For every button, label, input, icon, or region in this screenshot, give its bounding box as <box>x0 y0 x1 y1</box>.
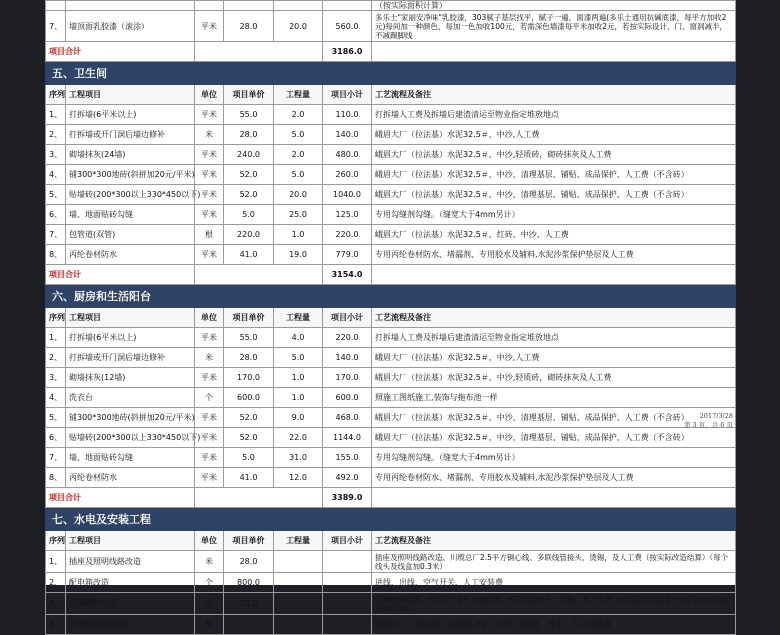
cell-header-unit: 单位 <box>195 85 224 105</box>
cell-price: 41.0 <box>224 468 274 488</box>
cell-header-subtotal: 项目小计 <box>323 85 372 105</box>
cell-qty: 20.0 <box>274 11 323 42</box>
cell-no: 3、 <box>46 145 66 165</box>
cell-unit: 平米 <box>195 368 224 388</box>
cell-price: 55.0 <box>224 105 274 125</box>
cell-subtotal: 1144.0 <box>323 428 372 448</box>
total-label: 项目合计 <box>46 265 195 285</box>
table-row <box>46 205 736 225</box>
total-amount: 3186.0 <box>323 42 372 62</box>
cell-header-no: 序列 <box>46 531 66 551</box>
table-row <box>46 428 736 448</box>
cell-note: （按实际面积计算） <box>372 1 736 11</box>
cell-name: 铺300*300地砖(斜拼加20元/平米) <box>66 408 195 428</box>
cell-name: 砌墙抹灰(12墙) <box>66 368 195 388</box>
cell-unit: 平米 <box>195 185 224 205</box>
cell-price: 28.0 <box>224 125 274 145</box>
cell-note: 峨眉大厂（拉法基）水泥32.5＃，中沙,人工费 <box>372 348 736 368</box>
table-row <box>46 105 736 125</box>
cell-header-note: 工艺流程及备注 <box>372 308 736 328</box>
cell-qty <box>274 573 323 593</box>
table-row <box>46 225 736 245</box>
cell-price: 55.0 <box>224 328 274 348</box>
cell-qty: 9.0 <box>274 408 323 428</box>
cell-unit: 个 <box>195 388 224 408</box>
cell-unit: 米 <box>195 125 224 145</box>
cell-qty: 12.0 <box>274 468 323 488</box>
cell-note: 峨眉大厂（拉法基）水泥32.5＃，中沙，清理基层、铺贴、成品保护、人工费（不含砖） <box>372 165 736 185</box>
cell-header-price: 项目单价 <box>224 308 274 328</box>
cell-header-qty: 工程量 <box>274 308 323 328</box>
column-header-row <box>46 531 736 551</box>
cell-note: 峨眉大厂（拉法基）水泥32.5＃，中沙，清理基层、铺贴、成品保护、人工费（不含砖） <box>372 428 736 448</box>
cell-qty: 19.0 <box>274 245 323 265</box>
cell-price: 5.0 <box>224 448 274 468</box>
cell-no: 1、 <box>46 328 66 348</box>
cell-name: 插座及照明线路改造 <box>66 551 195 573</box>
cell-price: 240.0 <box>224 145 274 165</box>
cell-note: 峨眉大厂（拉法基）水泥32.5＃，中沙,轻质砖，砌砖抹灰及人工费 <box>372 368 736 388</box>
total-label: 项目合计 <box>46 488 195 508</box>
total-spacer <box>195 488 323 508</box>
section-title: 六、厨房和生活阳台 <box>46 285 736 308</box>
column-header-row <box>46 308 736 328</box>
cell-name: 砌墙抹灰(24墙) <box>66 145 195 165</box>
cell-qty <box>274 1 323 11</box>
cell-qty: 22.0 <box>274 428 323 448</box>
cell-name: 贴墙砖(200*300以上330*450以下) <box>66 185 195 205</box>
table-row <box>46 468 736 488</box>
quotation-table <box>45 0 736 635</box>
table-row <box>46 1 736 11</box>
cell-name: 打拆墙(6平米以上) <box>66 105 195 125</box>
cell-name: 洗衣台 <box>66 388 195 408</box>
cell-name: 丙纶卷材防水 <box>66 468 195 488</box>
cell-header-price: 项目单价 <box>224 85 274 105</box>
cell-subtotal: 125.0 <box>323 205 372 225</box>
cell-price: 28.0 <box>224 348 274 368</box>
total-spacer <box>195 42 323 62</box>
cell-price: 41.0 <box>224 245 274 265</box>
cell-note: 进线、出线、空气开关、人工安装费 <box>372 573 736 593</box>
cell-note: 峨眉大厂（拉法基）水泥32.5＃，红砖、中沙、人工费 <box>372 225 736 245</box>
cell-subtotal: 1040.0 <box>323 185 372 205</box>
cell-note: 插座及照明线路改造、川缆总厂2.5平方铜心线、多联线管接头、烫锡，及人工费（按实际改造结算）（每个线头及线盒加0.3米） <box>372 551 736 573</box>
cell-unit: 平米 <box>195 11 224 42</box>
total-row <box>46 42 736 62</box>
cell-name: 丙纶卷材防水 <box>66 245 195 265</box>
cell-qty <box>274 551 323 573</box>
table-row <box>46 615 736 635</box>
cell-subtotal: 155.0 <box>323 448 372 468</box>
cell-no: 1、 <box>46 551 66 573</box>
cell-note: 峨眉大厂（拉法基）水泥32.5＃，中沙,人工费 <box>372 125 736 145</box>
cell-subtotal: 260.0 <box>323 165 372 185</box>
cell-subtotal: 110.0 <box>323 105 372 125</box>
cell-subtotal <box>323 615 372 635</box>
cell-no: 2、 <box>46 573 66 593</box>
cell-qty: 2.0 <box>274 145 323 165</box>
section-title: 五、卫生间 <box>46 62 736 85</box>
section-header <box>46 285 736 308</box>
cell-qty: 1.0 <box>274 368 323 388</box>
total-row <box>46 488 736 508</box>
cell-header-name: 工程项目 <box>66 85 195 105</box>
cell-subtotal: 779.0 <box>323 245 372 265</box>
cell-no: 4、 <box>46 388 66 408</box>
cell-note: 多乐士"家丽安净味"乳胶漆，303腻子基层找平，腻子一遍，面漆两遍(多乐士通用抗碱底漆，每平方加收2元)每间加一种颜色，每加一色加收100元，若需深色墙漆每平米加收2元，若按实际设计、门、窗洞减半，不减踢脚线 <box>372 11 736 42</box>
cell-price: 28.0 <box>224 11 274 42</box>
cell-unit: 平米 <box>195 408 224 428</box>
cell-header-unit: 单位 <box>195 531 224 551</box>
cell-name <box>66 1 195 11</box>
cell-subtotal <box>323 573 372 593</box>
cell-no <box>46 1 66 11</box>
cell-subtotal: 560.0 <box>323 11 372 42</box>
cell-header-qty: 工程量 <box>274 531 323 551</box>
cell-price: 35.0 <box>224 593 274 615</box>
cell-no: 4、 <box>46 165 66 185</box>
cell-no: 5、 <box>46 185 66 205</box>
cell-price: 170.0 <box>224 368 274 388</box>
cell-price: 52.0 <box>224 165 274 185</box>
cell-price: 52.0 <box>224 428 274 448</box>
cell-name: 开槽50线管暗埋 <box>66 615 195 635</box>
cell-unit: 米 <box>195 551 224 573</box>
total-note <box>372 42 736 62</box>
cell-header-name: 工程项目 <box>66 531 195 551</box>
cell-header-price: 项目单价 <box>224 531 274 551</box>
cell-unit: 平米 <box>195 245 224 265</box>
cell-unit: 根 <box>195 615 224 635</box>
cell-header-note: 工艺流程及备注 <box>372 531 736 551</box>
section-header <box>46 62 736 85</box>
cell-no: 3、 <box>46 368 66 388</box>
table-row <box>46 11 736 42</box>
cell-price: 28.0 <box>224 551 274 573</box>
cell-subtotal: 170.0 <box>323 368 372 388</box>
cell-name: 墙、地面贴砖勾缝 <box>66 448 195 468</box>
column-header-row <box>46 85 736 105</box>
cell-price <box>224 615 274 635</box>
cell-qty: 5.0 <box>274 348 323 368</box>
cell-subtotal: 220.0 <box>323 225 372 245</box>
cell-subtotal: 480.0 <box>323 145 372 165</box>
cell-unit: 米 <box>195 593 224 615</box>
cell-qty <box>274 615 323 635</box>
total-row <box>46 265 736 285</box>
cell-no: 7、 <box>46 225 66 245</box>
cell-subtotal: 600.0 <box>323 388 372 408</box>
cell-name: 配电箱改造 <box>66 573 195 593</box>
cell-subtotal: 140.0 <box>323 348 372 368</box>
cell-price: 600.0 <box>224 388 274 408</box>
cell-subtotal: 220.0 <box>323 328 372 348</box>
table-row <box>46 245 736 265</box>
cell-name: 墙、地面贴砖勾缝 <box>66 205 195 225</box>
cell-no: 7、 <box>46 448 66 468</box>
cell-qty: 1.0 <box>274 225 323 245</box>
cell-header-name: 工程项目 <box>66 308 195 328</box>
cell-name: 打拆墙或开门洞后墙边修补 <box>66 125 195 145</box>
cell-price <box>224 1 274 11</box>
page-stamp <box>684 412 733 430</box>
print-date: 2017/3/28 <box>699 412 733 420</box>
cell-header-qty: 工程量 <box>274 85 323 105</box>
cell-header-no: 序列 <box>46 308 66 328</box>
cell-subtotal <box>323 1 372 11</box>
total-amount: 3154.0 <box>323 265 372 285</box>
cell-unit: 平米 <box>195 205 224 225</box>
table-row <box>46 408 736 428</box>
cell-header-subtotal: 项目小计 <box>323 531 372 551</box>
cell-no: 4、 <box>46 615 66 635</box>
cell-name: 铺300*300地砖(斜拼加20元/平米) <box>66 165 195 185</box>
cell-qty: 1.0 <box>274 388 323 408</box>
table-row <box>46 593 736 615</box>
cell-qty <box>274 593 323 615</box>
cell-note: 专用丙纶卷材防水、堵漏剂、专用胶水及辅料,水泥沙浆保护垫层及人工费 <box>372 245 736 265</box>
table-row <box>46 348 736 368</box>
cell-no: 3、 <box>46 593 66 615</box>
total-amount: 3389.0 <box>323 488 372 508</box>
total-note <box>372 265 736 285</box>
cell-subtotal <box>323 593 372 615</box>
section-title: 七、水电及安装工程 <box>46 508 736 531</box>
cell-subtotal: 140.0 <box>323 125 372 145</box>
cell-note: 峨眉大厂（拉法基）水泥32.5＃，中沙，清理基层、铺贴、成品保护、人工费（不含砖） <box>372 185 736 205</box>
table-row <box>46 125 736 145</box>
cell-price: 5.0 <box>224 205 274 225</box>
cell-name: 打拆墙(6平米以上) <box>66 328 195 348</box>
table-row <box>46 185 736 205</box>
cell-note: 专用勾缝剂勾缝。（缝宽大于4mm另计） <box>372 205 736 225</box>
cell-unit: 根 <box>195 225 224 245</box>
cell-header-note: 工艺流程及备注 <box>372 85 736 105</box>
table-row <box>46 551 736 573</box>
cell-no: 2、 <box>46 348 66 368</box>
cell-qty: 25.0 <box>274 205 323 225</box>
cell-unit: 平米 <box>195 105 224 125</box>
page-number: 第 3 页，共 6 页 <box>683 421 733 429</box>
cell-header-unit: 单位 <box>195 308 224 328</box>
cell-note: 专用丙纶卷材防水、堵漏剂、专用胶水及辅料,水泥沙浆保护垫层及人工费 <box>372 468 736 488</box>
cell-price: 52.0 <box>224 185 274 205</box>
table-row <box>46 388 736 408</box>
cell-unit: 平米 <box>195 328 224 348</box>
table-row <box>46 573 736 593</box>
cell-unit <box>195 1 224 11</box>
cell-price: 800.0 <box>224 573 274 593</box>
cell-note: 峨眉大厂（拉法基）水泥32.5＃，中沙,轻质砖，砌砖抹灰及人工费 <box>372 145 736 165</box>
cell-note: 照施工图纸施工,装饰与拖布池一样 <box>372 388 736 408</box>
cell-unit: 平米 <box>195 448 224 468</box>
cell-note: 打拆墙人工费及拆墙后建渣清运至物业指定堆放地点 <box>372 328 736 348</box>
quote-sheet <box>45 0 735 629</box>
cell-name: 墙顶面乳胶漆（滚涂） <box>66 11 195 42</box>
cell-unit: 平米 <box>195 428 224 448</box>
cell-qty: 4.0 <box>274 328 323 348</box>
cell-unit: 平米 <box>195 145 224 165</box>
section-header <box>46 508 736 531</box>
cell-name: 包管道(双管) <box>66 225 195 245</box>
total-spacer <box>195 265 323 285</box>
cell-no: 6、 <box>46 428 66 448</box>
cell-qty: 5.0 <box>274 165 323 185</box>
cell-unit: 平米 <box>195 468 224 488</box>
cell-qty: 31.0 <box>274 448 323 468</box>
cell-note: 峨眉大厂（拉法基）水泥32.5＃，中沙、50管、弯头、人工安装费 <box>372 615 736 635</box>
cell-name: 贴墙砖(200*300以上330*450以下) <box>66 428 195 448</box>
cell-qty: 5.0 <box>274 125 323 145</box>
cell-header-no: 序列 <box>46 85 66 105</box>
cell-unit: 米 <box>195 348 224 368</box>
cell-note: 专用勾缝剂勾缝。（缝宽大于4mm另计） <box>372 448 736 468</box>
cell-no: 7、 <box>46 11 66 42</box>
cell-qty: 20.0 <box>274 185 323 205</box>
cell-note: 空调线路改造、川缆总厂4平方铜心线、多联线管接头、烫锡，及人工费（按实际改造结算）（每个线头及线盒加0.3米） <box>372 593 736 615</box>
cell-no: 2、 <box>46 125 66 145</box>
table-row <box>46 328 736 348</box>
cell-no: 5、 <box>46 408 66 428</box>
table-row <box>46 368 736 388</box>
cell-subtotal: 468.0 <box>323 408 372 428</box>
cell-unit: 平米 <box>195 165 224 185</box>
cell-no: 8、 <box>46 245 66 265</box>
total-note <box>372 488 736 508</box>
cell-subtotal: 492.0 <box>323 468 372 488</box>
cell-name: 空调线路改造 <box>66 593 195 615</box>
cell-name: 打拆墙或开门洞后墙边修补 <box>66 348 195 368</box>
cell-note: 打拆墙人工费及拆墙后建渣清运至物业指定堆放地点 <box>372 105 736 125</box>
cell-price: 52.0 <box>224 408 274 428</box>
table-row <box>46 165 736 185</box>
cell-price: 220.0 <box>224 225 274 245</box>
table-row <box>46 448 736 468</box>
table-row <box>46 145 736 165</box>
cell-no: 8、 <box>46 468 66 488</box>
cell-qty: 2.0 <box>274 105 323 125</box>
cell-subtotal <box>323 551 372 573</box>
total-label: 项目合计 <box>46 42 195 62</box>
cell-no: 1、 <box>46 105 66 125</box>
cell-note: 峨眉大厂（拉法基）水泥32.5＃，中沙，清理基层、铺贴、成品保护、人工费（不含砖） <box>372 408 736 428</box>
cell-unit: 个 <box>195 573 224 593</box>
cell-no: 6、 <box>46 205 66 225</box>
cell-header-subtotal: 项目小计 <box>323 308 372 328</box>
